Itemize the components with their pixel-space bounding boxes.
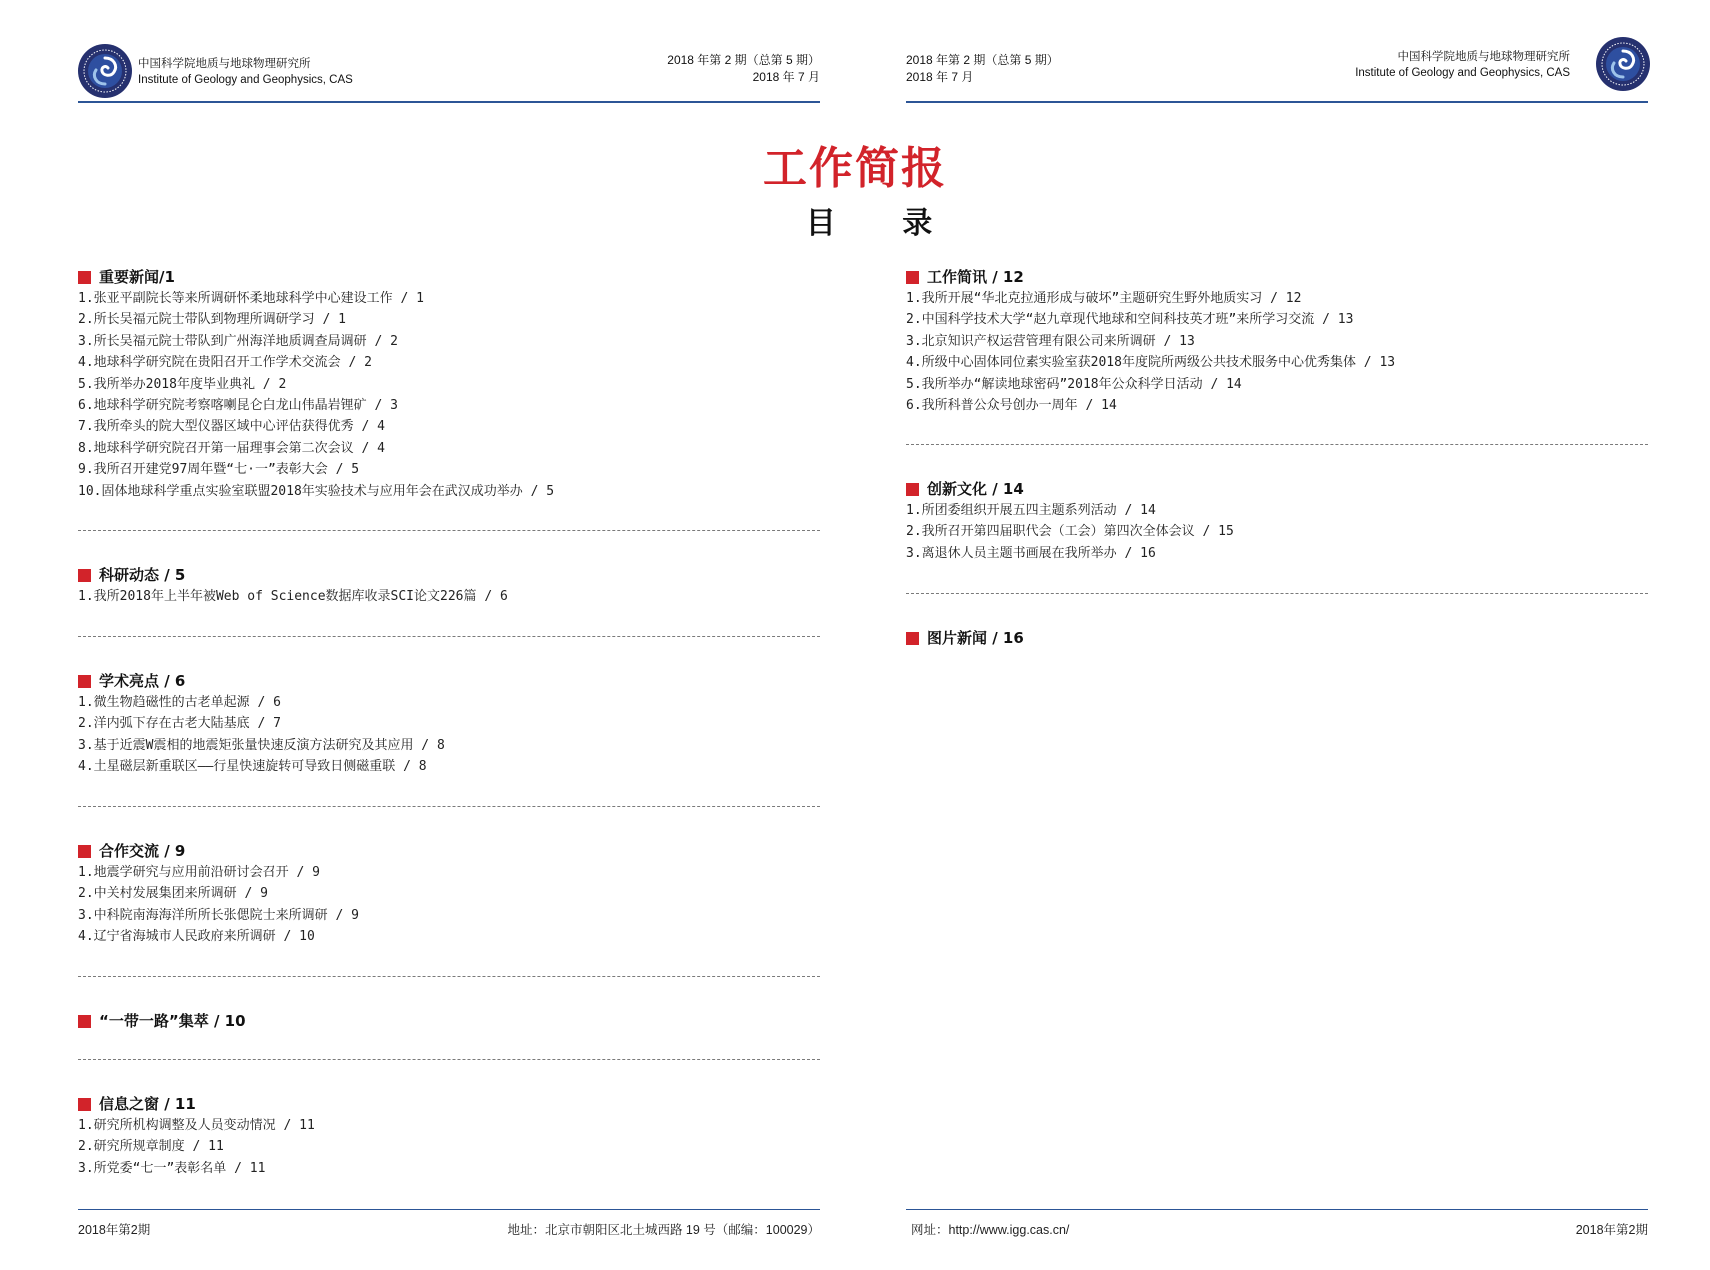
toc-item[interactable]: 2.洋内弧下存在古老大陆基底 / 7 bbox=[78, 716, 281, 732]
section-heading bbox=[78, 564, 508, 586]
section-heading-label: 科研动态 / 5 bbox=[99, 566, 186, 584]
section-marker-icon bbox=[906, 271, 919, 284]
section-heading-label: 工作简讯 / 12 bbox=[927, 268, 1024, 286]
toc-item[interactable]: 5.我所举办2018年度毕业典礼 / 2 bbox=[78, 376, 287, 392]
toc-item[interactable]: 3.北京知识产权运营管理有限公司来所调研 / 13 bbox=[906, 333, 1195, 349]
toc-section bbox=[906, 266, 1395, 416]
section-marker-icon bbox=[78, 1015, 91, 1028]
section-marker-icon bbox=[78, 845, 91, 858]
section-heading-label: “一带一路”集萃 / 10 bbox=[99, 1012, 246, 1030]
section-items bbox=[78, 586, 508, 607]
section-items bbox=[78, 692, 445, 778]
institute-logo-right bbox=[1596, 37, 1650, 91]
section-items bbox=[906, 288, 1395, 416]
toc-item[interactable]: 8.地球科学研究院召开第一届理事会第二次会议 / 4 bbox=[78, 440, 385, 456]
section-heading bbox=[906, 266, 1395, 288]
header-rule bbox=[78, 101, 820, 103]
section-divider bbox=[78, 1059, 820, 1060]
section-heading bbox=[78, 840, 359, 862]
issue-date: 2018 年 7 月 bbox=[752, 70, 820, 84]
toc-item[interactable]: 7.我所牵头的院大型仪器区域中心评估获得优秀 / 4 bbox=[78, 419, 385, 435]
toc-item[interactable]: 3.基于近震W震相的地震矩张量快速反演方法研究及其应用 / 8 bbox=[78, 737, 445, 753]
toc-title: 目 录 bbox=[805, 206, 961, 241]
toc-item[interactable]: 1.我所开展“华北克拉通形成与破坏”主题研究生野外地质实习 / 12 bbox=[906, 291, 1302, 306]
section-items bbox=[78, 1115, 315, 1179]
toc-item[interactable]: 1.研究所机构调整及人员变动情况 / 11 bbox=[78, 1118, 315, 1133]
toc-item[interactable]: 2.我所召开第四届职代会（工会）第四次全体会议 / 15 bbox=[906, 524, 1234, 540]
institute-name-cn: 中国科学院地质与地球物理研究所 bbox=[138, 58, 311, 70]
section-marker-icon bbox=[906, 483, 919, 496]
footer-website: 网址：http://www.igg.cas.cn/ bbox=[911, 1223, 1070, 1237]
section-heading bbox=[78, 1010, 246, 1032]
toc-section bbox=[78, 266, 554, 502]
institute-name-right-text bbox=[1170, 49, 1570, 81]
section-divider bbox=[78, 530, 820, 531]
section-marker-icon bbox=[906, 632, 919, 645]
toc-item[interactable]: 3.所党委“七一”表彰名单 / 11 bbox=[78, 1160, 266, 1176]
section-heading bbox=[906, 627, 1024, 649]
toc-item[interactable]: 1.所团委组织开展五四主题系列活动 / 14 bbox=[906, 503, 1156, 518]
footer-rule-right bbox=[906, 1209, 1648, 1210]
section-heading-label: 图片新闻 / 16 bbox=[927, 629, 1024, 647]
section-marker-icon bbox=[78, 271, 91, 284]
section-heading-label: 合作交流 / 9 bbox=[99, 842, 186, 860]
section-divider bbox=[78, 806, 820, 807]
toc-item[interactable]: 4.地球科学研究院在贵阳召开工作学术交流会 / 2 bbox=[78, 355, 372, 371]
section-items bbox=[906, 500, 1234, 564]
footer-issue: 2018年第2期 bbox=[78, 1223, 151, 1237]
section-heading-label: 学术亮点 / 6 bbox=[99, 672, 186, 690]
toc-item[interactable]: 1.我所2018年上半年被Web of Science数据库收录SCI论文226篇 / 6 bbox=[78, 589, 508, 604]
toc-item[interactable]: 2.中国科学技术大学“赵九章现代地球和空间科技英才班”来所学习交流 / 13 bbox=[906, 312, 1354, 328]
issue-number-right: 2018 年第 2 期（总第 5 期） bbox=[906, 53, 1059, 67]
section-heading bbox=[78, 1093, 315, 1115]
toc-item[interactable]: 3.离退休人员主题书画展在我所举办 / 16 bbox=[906, 545, 1156, 561]
toc-item[interactable]: 4.所级中心固体同位素实验室获2018年度院所两级公共技术服务中心优秀集体 / 13 bbox=[906, 355, 1396, 371]
section-heading bbox=[906, 478, 1234, 500]
institute-name-en: Institute of Geology and Geophysics, CAS bbox=[138, 74, 353, 86]
section-heading-label: 创新文化 / 14 bbox=[927, 480, 1024, 498]
toc-section bbox=[78, 840, 359, 948]
toc-item[interactable]: 9.我所召开建党97周年暨“七·一”表彰大会 / 5 bbox=[78, 462, 360, 478]
issue-number: 2018 年第 2 期（总第 5 期） bbox=[667, 53, 820, 67]
section-heading bbox=[78, 266, 554, 288]
institute-name-en-right: Institute of Geology and Geophysics, CAS bbox=[1355, 67, 1570, 79]
issue-date-right: 2018 年 7 月 bbox=[906, 70, 974, 84]
footer-address: 地址：北京市朝阳区北土城西路 19 号（邮编：100029） bbox=[507, 1223, 820, 1237]
section-divider bbox=[78, 976, 820, 977]
section-marker-icon bbox=[78, 675, 91, 688]
toc-item[interactable]: 3.所长吴福元院士带队到广州海洋地质调查局调研 / 2 bbox=[78, 333, 398, 349]
institute-name bbox=[138, 56, 353, 88]
toc-item[interactable]: 6.我所科普公众号创办一周年 / 14 bbox=[906, 397, 1117, 413]
section-marker-icon bbox=[78, 1098, 91, 1111]
header-rule-right bbox=[906, 101, 1648, 103]
toc-section bbox=[78, 564, 508, 607]
institute-name-cn-right: 中国科学院地质与地球物理研究所 bbox=[1397, 51, 1570, 63]
toc-item[interactable]: 3.中科院南海海洋所所长张偲院士来所调研 / 9 bbox=[78, 907, 359, 923]
section-heading-label: 重要新闻/1 bbox=[99, 268, 175, 286]
toc-item[interactable]: 4.土星磁层新重联区——行星快速旋转可导致日侧磁重联 / 8 bbox=[78, 759, 427, 775]
toc-item[interactable]: 2.中关村发展集团来所调研 / 9 bbox=[78, 886, 268, 902]
toc-section bbox=[78, 1010, 246, 1032]
institute-logo-emblem bbox=[78, 44, 132, 98]
section-divider bbox=[906, 593, 1648, 594]
section-items bbox=[78, 862, 359, 948]
toc-item[interactable]: 2.所长吴福元院士带队到物理所调研学习 / 1 bbox=[78, 312, 346, 328]
toc-item[interactable]: 2.研究所规章制度 / 11 bbox=[78, 1139, 224, 1155]
section-divider bbox=[78, 636, 820, 637]
toc-section bbox=[78, 1093, 315, 1179]
issue-info-right bbox=[906, 52, 1059, 86]
toc-section bbox=[906, 478, 1234, 564]
toc-item[interactable]: 1.张亚平副院长等来所调研怀柔地球科学中心建设工作 / 1 bbox=[78, 291, 424, 306]
toc-item[interactable]: 1.地震学研究与应用前沿研讨会召开 / 9 bbox=[78, 865, 320, 880]
toc-item[interactable]: 4.辽宁省海城市人民政府来所调研 / 10 bbox=[78, 929, 315, 945]
section-marker-icon bbox=[78, 569, 91, 582]
section-heading bbox=[78, 670, 445, 692]
section-divider bbox=[906, 444, 1648, 445]
footer-rule bbox=[78, 1209, 820, 1210]
section-items bbox=[78, 288, 554, 502]
issue-info bbox=[667, 52, 820, 86]
institute-logo-emblem-right bbox=[1596, 37, 1650, 91]
toc-item[interactable]: 10.固体地球科学重点实验室联盟2018年实验技术与应用年会在武汉成功举办 / 5 bbox=[78, 483, 555, 499]
document-title: 工作简报 bbox=[763, 143, 947, 194]
toc-item[interactable]: 1.微生物趋磁性的古老单起源 / 6 bbox=[78, 695, 281, 710]
section-heading-label: 信息之窗 / 11 bbox=[99, 1095, 196, 1113]
toc-item[interactable]: 5.我所举办“解读地球密码”2018年公众科学日活动 / 14 bbox=[906, 376, 1242, 392]
toc-section bbox=[906, 627, 1024, 649]
institute-logo bbox=[78, 44, 132, 98]
footer-issue-right: 2018年第2期 bbox=[1575, 1223, 1648, 1237]
toc-section bbox=[78, 670, 445, 778]
toc-item[interactable]: 6.地球科学研究院考察喀喇昆仑白龙山伟晶岩锂矿 / 3 bbox=[78, 397, 398, 413]
